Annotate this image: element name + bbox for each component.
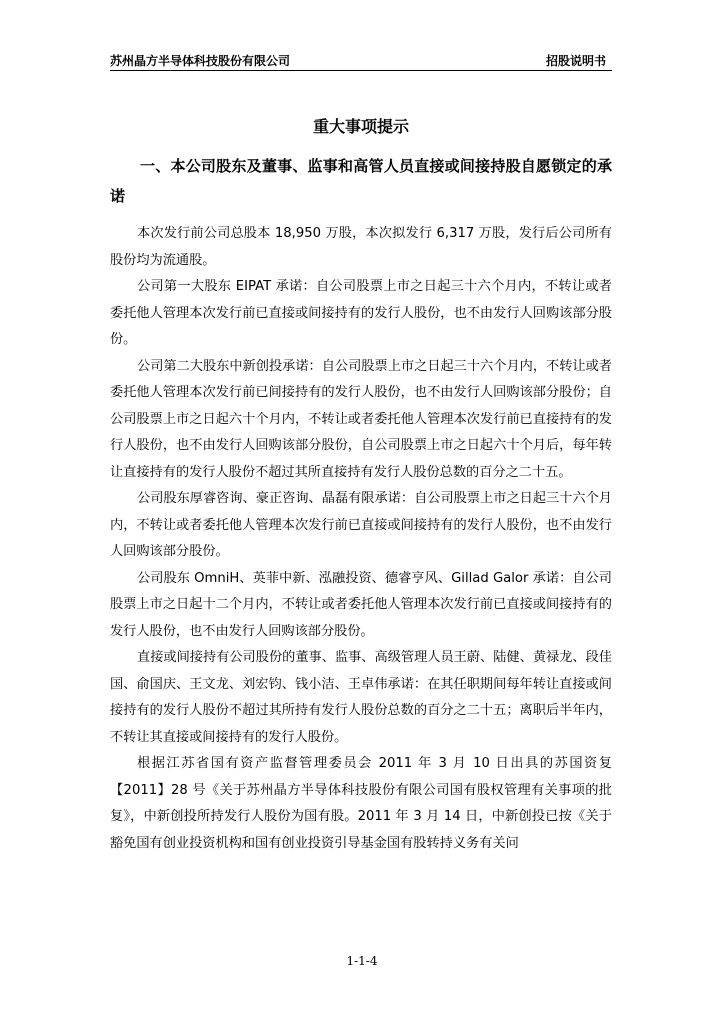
paragraph-share-capital: 本次发行前公司总股本 18,950 万股，本次拟发行 6,317 万股，发行后公司所有股份均为流通股。: [110, 226, 612, 268]
header-company-name: 苏州晶方半导体科技股份有限公司: [110, 54, 291, 68]
paragraph-management-commitment: 直接或间接持有公司股份的董事、监事、高级管理人员王蔚、陆健、黄禄龙、段佳国、俞国庆、王文龙、刘宏钧、钱小洁、王卓伟承诺：在其任职期间每年转让直接或间接持有的发行人股份不超过其所持有发行人股份总数的百分之二十五；离职后半年内，不转让其直接或间接持有的发行人股份。: [110, 650, 612, 745]
paragraph-eipat-commitment: 公司第一大股东 EIPAT 承诺：自公司股票上市之日起三十六个月内，不转让或者委托他人管理本次发行前已直接或间接持有的发行人股份，也不由发行人回购该部分股份。: [110, 279, 612, 347]
header-divider: [110, 70, 612, 71]
paragraph-omnih-commitment: 公司股东 OmniH、英菲中新、泓融投资、德睿亨风、Gillad Galor 承诺：自公司股票上市之日起十二个月内，不转让或者委托他人管理本次发行前已直接或间接持有的发行人股份，也不由发行人回购该部分股份。: [110, 570, 612, 639]
paragraph-state-owned-shares: 根据江苏省国有资产监督管理委员会 2011 年 3 月 10 日出具的苏国资复【2011】28 号《关于苏州晶方半导体科技股份有限公司国有股权管理有关事项的批复》，中新创投所持发行人股份为国有股。2011 年 3 月 14 日，中新创投已按《关于豁免国有创业投资机构和国有创业投资引导基金国有股转持义务有关问: [110, 756, 612, 851]
paragraph-shareholders-commitment: 公司股东厚睿咨询、豪正咨询、晶磊有限承诺：自公司股票上市之日起三十六个月内，不转让或者委托他人管理本次发行前已直接或间接持有的发行人股份，也不由发行人回购该部分股份。: [110, 491, 612, 559]
page-title: 重大事项提示: [312, 117, 409, 136]
section-heading: 一、本公司股东及董事、监事和高管人员直接或间接持股自愿锁定的承诺: [110, 157, 612, 205]
page-body: [110, 113, 612, 857]
paragraph-zhongxin-commitment: 公司第二大股东中新创投承诺：自公司股票上市之日起三十六个月内，不转让或者委托他人管理本次发行前已间接持有的发行人股份，也不由发行人回购该部分股份；自公司股票上市之日起六十个月内，不转让或者委托他人管理本次发行前已直接持有的发行人股份，也不由发行人回购该部分股份，自公司股票上市之日起六十个月后，每年转让直接持有的发行人股份不超过其所直接持有发行人股份总数的百分之二十五。: [110, 358, 612, 480]
header-document-type: 招股说明书: [545, 54, 606, 68]
page-header: [110, 50, 612, 72]
page-number: 1-1-4: [346, 954, 378, 968]
